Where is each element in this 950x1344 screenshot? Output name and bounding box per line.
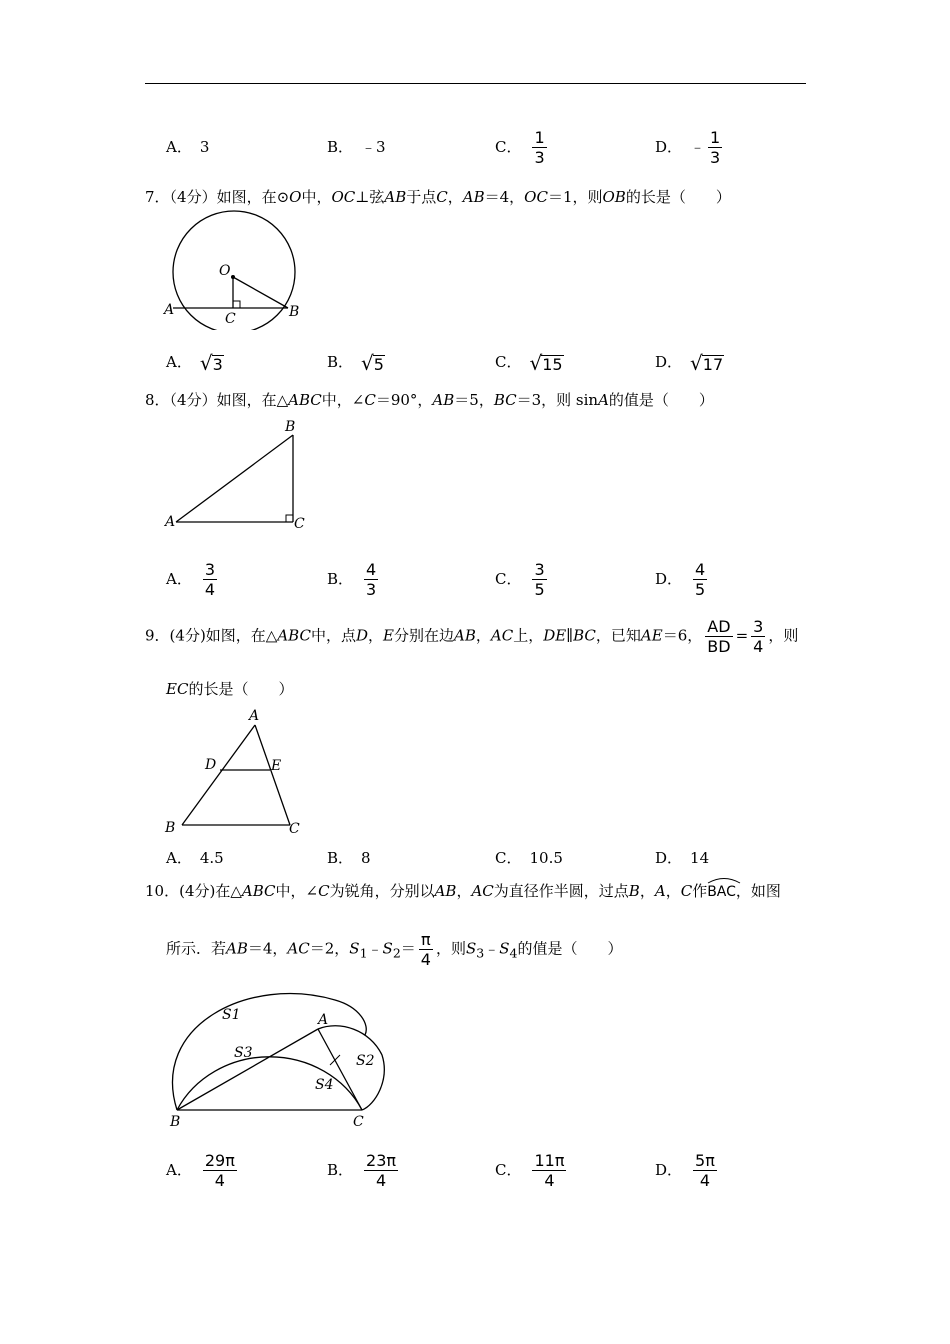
q7-option-b[interactable]: B． √ 5 <box>327 351 384 375</box>
side-ab <box>176 435 293 522</box>
label-d: D <box>205 757 217 773</box>
label-b: B <box>285 419 296 435</box>
s4-pointer <box>330 1055 340 1065</box>
side-ab <box>182 725 255 825</box>
q7-option-d[interactable]: D． √ 17 <box>655 351 724 375</box>
label-b: B <box>165 820 176 836</box>
label-o: O <box>219 263 231 279</box>
sqrt: √ 17 <box>690 351 724 375</box>
label-c: C <box>289 821 300 837</box>
sqrt: √ 15 <box>529 351 563 375</box>
side-ac <box>255 725 290 825</box>
side-ab <box>177 1029 318 1110</box>
q9-option-b[interactable]: B． 8 <box>327 849 371 867</box>
q7-figure <box>160 210 310 330</box>
q10-option-a[interactable]: A． $\frac{29\pi}{4}$ <box>166 1151 235 1190</box>
q8-option-d[interactable]: D． $\frac{4}{5}$ <box>655 560 706 599</box>
fraction: $\frac{5\pi}{4}$ <box>695 1151 715 1190</box>
fraction: $\frac{11\pi}{4}$ <box>534 1151 565 1190</box>
q6-option-a[interactable]: A． 3 <box>166 138 210 156</box>
q7-stem: 7．（4分）如图，在⊙O中，OC⊥弦AB于点C，AB＝4，OC＝1，则OB的长是（ ） <box>145 188 731 206</box>
fraction: $\frac{1}{3}$ <box>710 128 721 167</box>
label-b: B <box>289 304 300 320</box>
q9-stem-line2: EC的长是（ ） <box>166 680 294 698</box>
arc-bac <box>173 994 367 1110</box>
label-s4: S4 <box>315 1077 334 1093</box>
fraction: $\frac{23\pi}{4}$ <box>366 1151 397 1190</box>
q10-option-c[interactable]: C． $\frac{11\pi}{4}$ <box>495 1151 565 1190</box>
fraction: $\frac{4}{3}$ <box>366 560 377 599</box>
semicircle-bc <box>177 1057 362 1110</box>
q10-option-d[interactable]: D． $\frac{5\pi}{4}$ <box>655 1151 715 1190</box>
q10-figure <box>160 985 400 1135</box>
label-s2: S2 <box>356 1053 375 1069</box>
label-e: E <box>271 758 282 774</box>
sqrt: √ 3 <box>199 351 223 375</box>
arc-notation: BAC <box>707 880 736 900</box>
fraction: $\frac{29\pi}{4}$ <box>204 1151 235 1190</box>
q10-stem-line2: 所示．若AB＝4，AC＝2，$S_1﹣S_2=$ $\frac{\pi}{4}$ ，则$S_3﹣S_4$的值是（ ） <box>166 930 623 969</box>
label-s3: S3 <box>234 1045 253 1061</box>
q9-option-c[interactable]: C． 10.5 <box>495 849 563 867</box>
fraction: $\frac{3}{4}$ <box>204 560 216 599</box>
segment-ob <box>233 277 288 308</box>
label-c: C <box>294 516 305 532</box>
q7-option-a[interactable]: A． √ 3 <box>166 351 223 375</box>
q9-stem-line1: 9．(4分)如图，在△ABC中，点D，E分别在边AB，AC上，DE∥BC，已知AE＝6， $\frac{AD}{BD}$ = $\frac{3}{4}$ ，则 <box>145 617 799 656</box>
label-c: C <box>225 311 236 327</box>
q9-option-a[interactable]: A． 4.5 <box>166 849 224 867</box>
q9-figure <box>160 703 310 838</box>
q8-option-b[interactable]: B． $\frac{4}{3}$ <box>327 560 377 599</box>
q9-option-d[interactable]: D． 14 <box>655 849 710 867</box>
q7-option-c[interactable]: C． √ 15 <box>495 351 563 375</box>
label-a: A <box>318 1012 329 1028</box>
q8-option-a[interactable]: A． $\frac{3}{4}$ <box>166 560 216 599</box>
q6-option-b[interactable]: B． ﹣3 <box>327 138 386 156</box>
q8-figure <box>160 415 320 535</box>
right-angle-mark <box>233 301 240 308</box>
value-fraction: $\frac{3}{4}$ <box>753 617 764 656</box>
q6-option-c[interactable]: C． $\frac{1}{3}$ <box>495 128 545 167</box>
sqrt: √ 5 <box>361 351 384 375</box>
pi-fraction: $\frac{\pi}{4}$ <box>420 930 431 969</box>
right-angle-mark <box>286 515 293 522</box>
label-s1: S1 <box>222 1007 241 1023</box>
side-ac <box>318 1029 362 1110</box>
fraction: $\frac{1}{3}$ <box>534 128 545 167</box>
label-a: A <box>249 708 260 724</box>
center-point <box>231 275 235 279</box>
q6-option-d[interactable]: D． ﹣ $\frac{1}{3}$ <box>655 128 721 167</box>
header-rule <box>145 83 806 84</box>
q10-option-b[interactable]: B． $\frac{23\pi}{4}$ <box>327 1151 397 1190</box>
label-c: C <box>353 1114 364 1130</box>
q10-stem-line1: 10．(4分)在△ABC中，∠C为锐角，分别以AB，AC为直径作半圆，过点B，A，C作 BAC，如图 <box>145 880 781 901</box>
fraction: $\frac{3}{5}$ <box>534 560 545 599</box>
label-a: A <box>165 514 176 530</box>
fraction: $\frac{4}{5}$ <box>695 560 706 599</box>
q8-stem: 8．（4分）如图，在△ABC中，∠C＝90°，AB＝5，BC＝3，则 sinA的值是（ ） <box>145 391 714 409</box>
label-b: B <box>170 1114 181 1130</box>
label-a: A <box>164 302 175 318</box>
ratio-fraction: $\frac{AD}{BD}$ <box>707 617 731 656</box>
q8-option-c[interactable]: C． $\frac{3}{5}$ <box>495 560 545 599</box>
